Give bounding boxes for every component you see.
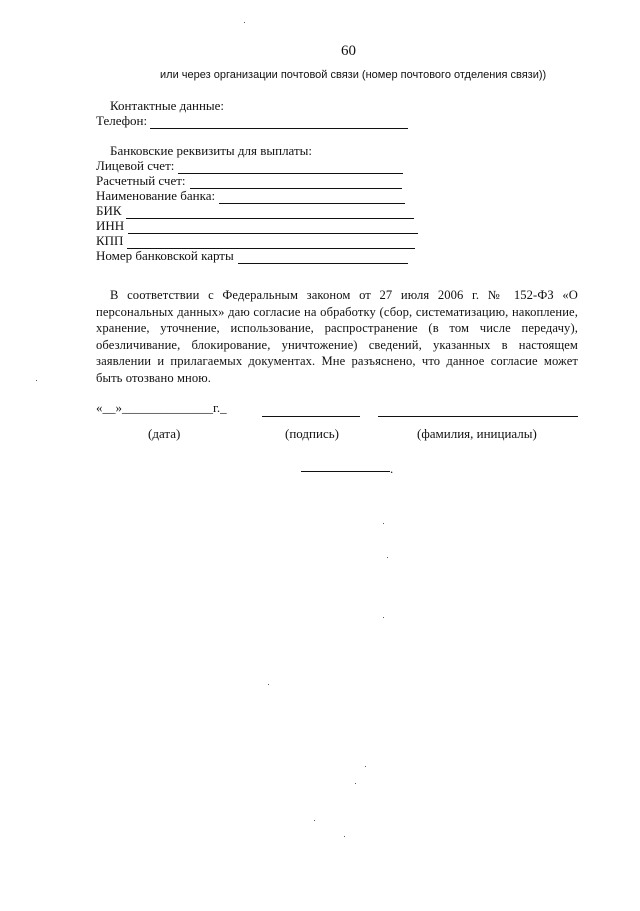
card-number-field[interactable] (96, 248, 408, 264)
contacts-heading: Контактные данные: (110, 98, 225, 113)
settlement-account-field[interactable] (96, 173, 402, 189)
kpp-label: КПП (96, 233, 124, 248)
inn-label: ИНН (96, 218, 125, 233)
scan-speck (387, 557, 388, 558)
bottom-line-period: . (390, 461, 394, 476)
phone-label: Телефон: (96, 113, 148, 128)
scan-speck (383, 523, 384, 524)
bik-label: БИК (96, 203, 122, 218)
bank-name-label: Наименование банка: (96, 188, 216, 203)
signature-caption: (подпись) (285, 426, 339, 441)
inn-field[interactable] (96, 218, 418, 234)
signature-line[interactable] (262, 416, 360, 417)
scan-speck (314, 820, 315, 821)
bank-heading: Банковские реквизиты для выплаты: (110, 143, 313, 158)
scan-speck (365, 766, 366, 767)
settlement-account-label: Расчетный счет: (96, 173, 186, 188)
bik-field[interactable] (96, 203, 414, 219)
scan-speck (355, 783, 356, 784)
kpp-field[interactable] (96, 233, 415, 249)
personal-account-field[interactable] (96, 158, 403, 174)
scan-speck (383, 617, 384, 618)
phone-field[interactable] (96, 113, 408, 129)
header-line: или через организации почтовой связи (номер почтового отделения связи)) (160, 69, 547, 81)
scan-speck (36, 380, 37, 381)
page-number: 60 (341, 43, 356, 59)
date-caption: (дата) (148, 426, 181, 441)
scan-speck (244, 22, 245, 23)
phone-input-line[interactable] (150, 117, 408, 129)
scan-speck (268, 684, 269, 685)
bottom-line (301, 471, 390, 472)
bank-name-field[interactable] (96, 188, 405, 204)
consent-paragraph: В соответствии с Федеральным законом от 27 июля 2006 г. № 152-ФЗ «О персональных данных» даю согласие на обработку (сбор, систематизацию, накопление, хранение, уточнение, использование, распространение (в том числе передачу), обезличивание, блокирование, уничтожение) сведений, указанных в настоящем заявлении и прилагаемых документах. Мне разъяснено, что данное согласие может быть отозвано мною. (96, 288, 578, 385)
personal-account-label: Лицевой счет: (96, 158, 175, 173)
name-caption: (фамилия, инициалы) (417, 426, 537, 441)
card-number-input-line[interactable] (238, 252, 408, 264)
date-template: «__»______________г._ (96, 400, 227, 415)
name-line[interactable] (378, 416, 578, 417)
card-number-label: Номер банковской карты (96, 248, 234, 263)
scan-speck (344, 836, 345, 837)
